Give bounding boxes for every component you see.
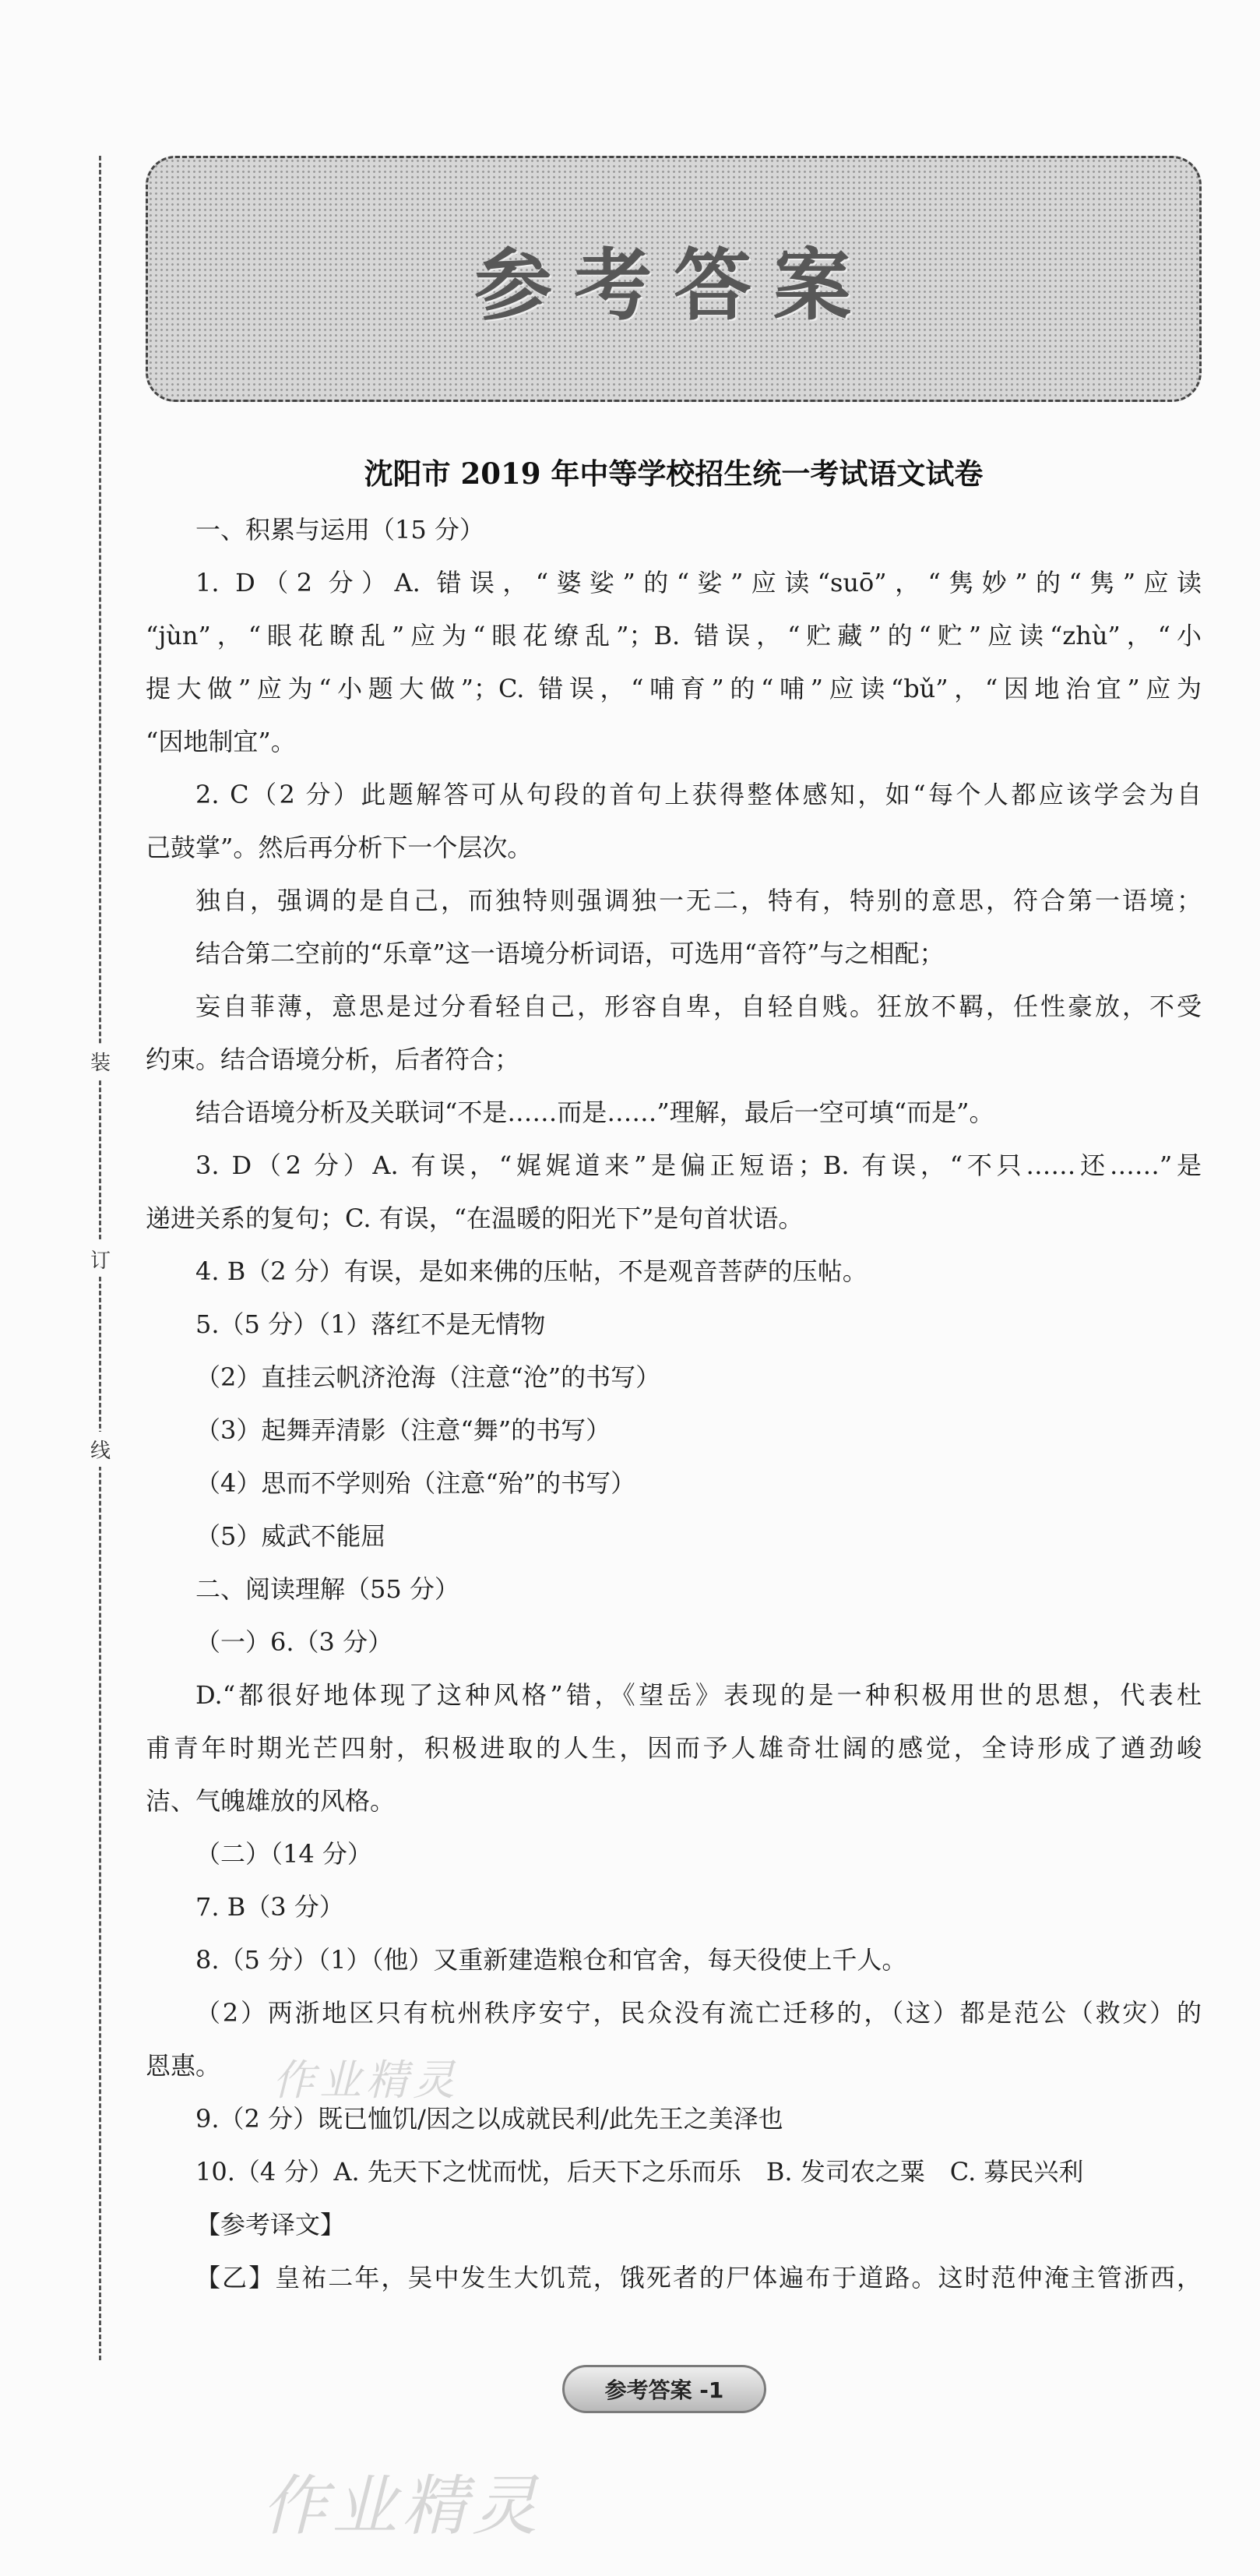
text-line: 恩惠。 (146, 2051, 221, 2081)
answer-banner (146, 156, 1202, 402)
text-line: （5）威武不能屈 (195, 1521, 386, 1551)
text-line: 结合语境分析及关联词“不是……而是……”理解，最后一空可填“而是”。 (195, 1098, 994, 1127)
section-heading: 一、积累与运用（15 分） (195, 515, 484, 544)
text-line: “jùn”，“眼花瞭乱”应为“眼花缭乱”；B. 错误，“贮藏”的“贮”应读“zhù”，“小 (146, 621, 1202, 650)
text-line: 甫青年时期光芒四射，积极进取的人生，因而予人雄奇壮阔的感觉，全诗形成了遒劲峻 (146, 1733, 1202, 1763)
text-line: （2）两浙地区只有杭州秩序安宁，民众没有流亡迁移的，（这）都是范公（救灾）的 (195, 1998, 1202, 2028)
text-line: 2. C（2 分）此题解答可从句段的首句上获得整体感知，如“每个人都应该学会为自 (195, 780, 1202, 809)
text-line: 5.（5 分）（1）落红不是无情物 (195, 1309, 546, 1339)
doc-title: 沈阳市 2019 年中等学校招生统一考试语文试卷 (364, 456, 984, 491)
text-line: 10.（4 分）A. 先天下之忧而忧，后天下之乐而乐 B. 发司农之粟 C. 募民兴利 (195, 2157, 1084, 2187)
text-line: 提大做”应为“小题大做”；C. 错误，“哺育”的“哺”应读“bǔ”，“因地治宜”应为 (146, 674, 1202, 703)
text-line: 4. B（2 分）有误，是如来佛的压帖，不是观音菩萨的压帖。 (195, 1256, 868, 1286)
text-line: 7. B（3 分） (195, 1892, 344, 1922)
text-line: （2）直挂云帆济沧海（注意“沧”的书写） (195, 1362, 661, 1392)
banner-title: 参考答案 (474, 240, 873, 331)
text-line: 结合第二空前的“乐章”这一语境分析词语，可选用“音符”与之相配； (195, 939, 945, 968)
text-line: 【参考译文】 (195, 2210, 346, 2239)
text-line: D.“都很好地体现了这种风格”错，《望岳》表现的是一种积极用世的思想，代表杜 (195, 1680, 1202, 1710)
watermark: 作业精灵 (262, 2468, 543, 2544)
text-line: 1. D（2 分）A. 错误，“婆娑”的“娑”应读“suō”，“隽妙”的“隽”应读 (195, 568, 1202, 597)
text-line: 3. D（2 分）A. 有误，“娓娓道来”是偏正短语；B. 有误，“不只……还……”是 (195, 1151, 1202, 1180)
footer-label: 参考答案 -1 (604, 2377, 724, 2403)
section-heading: 二、阅读理解（55 分） (195, 1574, 459, 1604)
binding-char-xian: 线 (87, 1432, 114, 1467)
binding-char-ding: 订 (87, 1242, 114, 1277)
text-line: 递进关系的复句；C. 有误，“在温暖的阳光下”是句首状语。 (146, 1203, 804, 1233)
binding-char-zhuang: 装 (87, 1044, 114, 1079)
text-line: “因地制宜”。 (146, 727, 296, 756)
text-line: 9.（2 分）既已恤饥/因之以成就民利/此先王之美泽也 (195, 2104, 783, 2134)
text-line: 洁、气魄雄放的风格。 (146, 1786, 396, 1816)
text-line: （3）起舞弄清影（注意“舞”的书写） (195, 1415, 611, 1445)
text-line: （一）6.（3 分） (195, 1627, 393, 1657)
text-line: 妄自菲薄，意思是过分看轻自己，形容自卑，自轻自贱。狂放不羁，任性豪放，不受 (195, 992, 1202, 1021)
footer-page-badge (562, 2365, 766, 2413)
text-line: 8.（5 分）（1）（他）又重新建造粮仓和官舍，每天役使上千人。 (195, 1945, 907, 1975)
watermark: 作业精灵 (273, 2056, 459, 2105)
text-line: 己鼓掌”。然后再分析下一个层次。 (146, 833, 533, 862)
text-line: 【乙】皇祐二年，吴中发生大饥荒，饿死者的尸体遍布于道路。这时范仲淹主管浙西， (195, 2263, 1202, 2292)
text-line: 独自，强调的是自己，而独特则强调独一无二，特有，特别的意思，符合第一语境； (195, 886, 1202, 915)
text-line: （4）思而不学则殆（注意“殆”的书写） (195, 1468, 636, 1498)
text-line: （二）（14 分） (195, 1839, 372, 1869)
text-line: 约束。结合语境分析，后者符合； (146, 1045, 520, 1074)
